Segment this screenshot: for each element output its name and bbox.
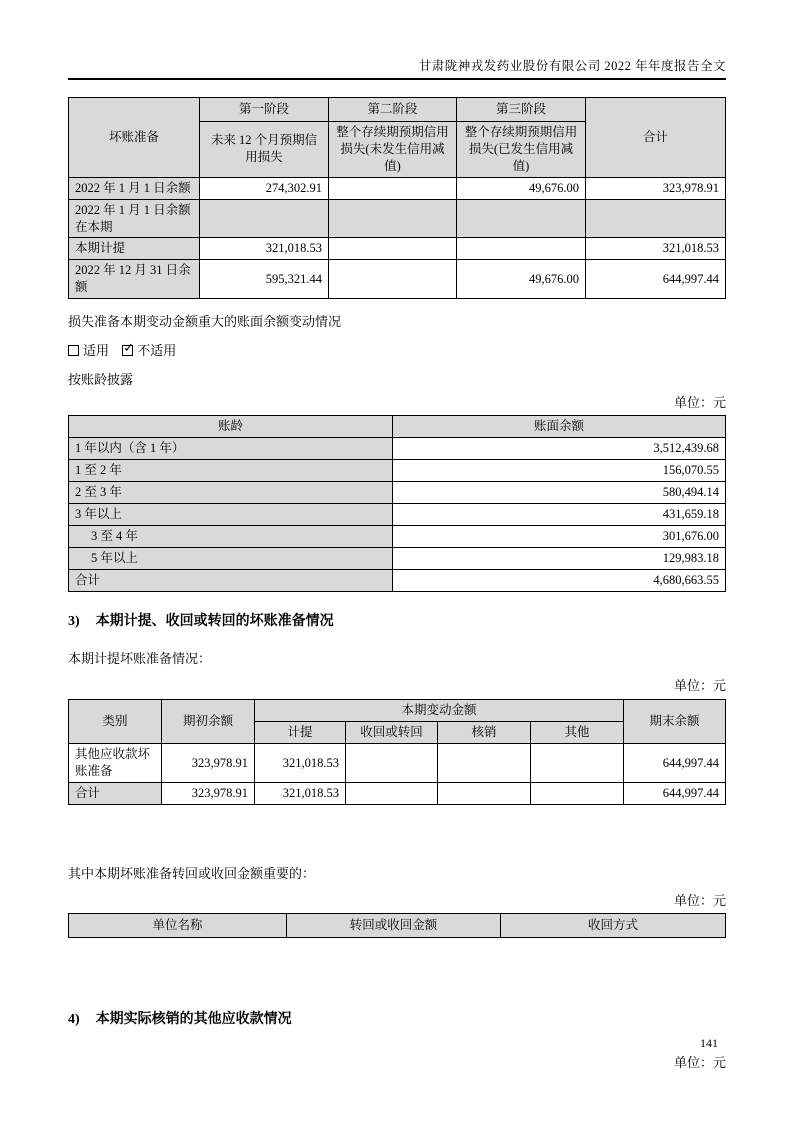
amount-cell: 274,302.91: [200, 177, 329, 199]
amount-cell: [438, 782, 531, 804]
table-row: [69, 199, 726, 238]
section-title: 本期实际核销的其他应收款情况: [95, 1011, 292, 1027]
col-header-aging: 账龄: [69, 416, 393, 438]
table-row: [69, 460, 726, 482]
recovery-note: 其中本期坏账准备转回或收回金额重要的：: [68, 865, 316, 881]
table-row: [69, 548, 726, 570]
amount-cell: 49,676.00: [457, 177, 586, 199]
table-row: [69, 238, 726, 260]
doc-header: [68, 0, 726, 80]
amount-cell: 323,978.91: [586, 177, 726, 199]
col-header-stage3: 第三阶段: [457, 98, 586, 122]
amount-cell: 301,676.00: [393, 526, 726, 548]
aging-disclosure-note: 按账龄披露: [68, 372, 134, 388]
amount-cell: 323,978.91: [162, 744, 255, 783]
section-title: 本期计提、收回或转回的坏账准备情况: [95, 614, 334, 630]
amount-cell: 3,512,439.68: [393, 438, 726, 460]
table-row: [69, 570, 726, 592]
unit-label: 单位：元: [673, 1054, 726, 1070]
bad-debt-provision-table: [68, 97, 726, 299]
table-header-row: [69, 913, 726, 937]
amount-cell: 321,018.53: [255, 782, 346, 804]
amount-cell: 49,676.00: [457, 260, 586, 299]
recovery-table: [68, 913, 726, 938]
col-header-stage3-desc: 整个存续期预期信用损失(已发生信用减值): [457, 122, 586, 178]
table-header-row: [69, 416, 726, 438]
col-header-other: 其他: [531, 722, 624, 744]
row-label: 本期计提: [69, 238, 200, 260]
col-header-total: 合计: [586, 98, 726, 178]
row-label: 2 至 3 年: [69, 482, 393, 504]
row-label: 合计: [69, 782, 162, 804]
table-row: [69, 438, 726, 460]
table-row: [69, 177, 726, 199]
row-label: 2022 年 1 月 1 日余额: [69, 177, 200, 199]
applicability-row: [68, 340, 726, 359]
col-header-balance: 账面余额: [393, 416, 726, 438]
amount-cell: [531, 782, 624, 804]
amount-cell: [329, 177, 457, 199]
aging-table: [68, 415, 726, 592]
unit-label: 单位：元: [673, 395, 726, 411]
row-label: 其他应收款坏账准备: [69, 744, 162, 783]
col-header-opening: 期初余额: [162, 700, 255, 744]
row-label: 2022 年 1 月 1 日余额在本期: [69, 199, 200, 238]
amount-cell: 321,018.53: [255, 744, 346, 783]
amount-cell: 321,018.53: [200, 238, 329, 260]
row-label: 1 至 2 年: [69, 460, 393, 482]
amount-cell: [586, 199, 726, 238]
amount-cell: 644,997.44: [624, 782, 726, 804]
amount-cell: [531, 744, 624, 783]
significant-change-note: 损失准备本期变动金额重大的账面余额变动情况: [68, 314, 342, 330]
amount-cell: 129,983.18: [393, 548, 726, 570]
table-header-row: [69, 98, 726, 122]
col-header-category: 坏账准备: [69, 98, 200, 178]
amount-cell: 321,018.53: [586, 238, 726, 260]
amount-cell: [329, 199, 457, 238]
amount-cell: [346, 744, 438, 783]
amount-cell: [329, 260, 457, 299]
section-number: 3): [68, 614, 80, 630]
amount-cell: 644,997.44: [624, 744, 726, 783]
section-4-heading: [68, 1008, 726, 1028]
row-label: 3 至 4 年: [69, 526, 393, 548]
section-3-heading: [68, 610, 726, 630]
applicable-label: 适用: [83, 343, 110, 359]
amount-cell: 323,978.91: [162, 782, 255, 804]
table-row: [69, 504, 726, 526]
table-header-row: [69, 700, 726, 722]
col-header-provision: 计提: [255, 722, 346, 744]
row-label: 5 年以上: [69, 548, 393, 570]
amount-cell: [457, 238, 586, 260]
col-header-recover: 收回或转回: [346, 722, 438, 744]
movement-table: [68, 699, 726, 805]
checkbox-unchecked-icon: [68, 345, 79, 356]
amount-cell: 156,070.55: [393, 460, 726, 482]
col-header-stage2-desc: 整个存续期预期信用损失(未发生信用减值): [329, 122, 457, 178]
unit-label: 单位：元: [673, 678, 726, 694]
row-label: 3 年以上: [69, 504, 393, 526]
col-header-entity-name: 单位名称: [69, 913, 287, 937]
amount-cell: 580,494.14: [393, 482, 726, 504]
doc-header-title: 甘肃陇神戎发药业股份有限公司 2022 年年度报告全文: [418, 59, 726, 73]
amount-cell: [438, 744, 531, 783]
row-label: 合计: [69, 570, 393, 592]
amount-cell: 595,321.44: [200, 260, 329, 299]
page-number: 141: [700, 1036, 718, 1050]
col-header-stage1: 第一阶段: [200, 98, 329, 122]
row-label: 1 年以内（含 1 年）: [69, 438, 393, 460]
section-number: 4): [68, 1011, 80, 1027]
col-header-recovery-method: 收回方式: [501, 913, 726, 937]
col-header-stage1-desc: 未来 12 个月预期信用损失: [200, 122, 329, 178]
col-header-reversal-amount: 转回或收回金额: [287, 913, 501, 937]
table-row: [69, 744, 726, 783]
row-label: 2022 年 12 月 31 日余额: [69, 260, 200, 299]
not-applicable-label: 不适用: [137, 343, 177, 359]
col-header-stage2: 第二阶段: [329, 98, 457, 122]
amount-cell: [346, 782, 438, 804]
checkbox-checked-icon: [122, 345, 133, 356]
table-row: [69, 482, 726, 504]
col-header-closing: 期末余额: [624, 700, 726, 744]
col-header-category: 类别: [69, 700, 162, 744]
col-header-writeoff: 核销: [438, 722, 531, 744]
amount-cell: 4,680,663.55: [393, 570, 726, 592]
amount-cell: [200, 199, 329, 238]
col-header-change-group: 本期变动金额: [255, 700, 624, 722]
table-row: [69, 260, 726, 299]
unit-label: 单位：元: [673, 892, 726, 908]
amount-cell: 644,997.44: [586, 260, 726, 299]
table-row: [69, 782, 726, 804]
amount-cell: [329, 238, 457, 260]
table-row: [69, 526, 726, 548]
amount-cell: 431,659.18: [393, 504, 726, 526]
provision-intro-note: 本期计提坏账准备情况：: [68, 651, 212, 667]
amount-cell: [457, 199, 586, 238]
